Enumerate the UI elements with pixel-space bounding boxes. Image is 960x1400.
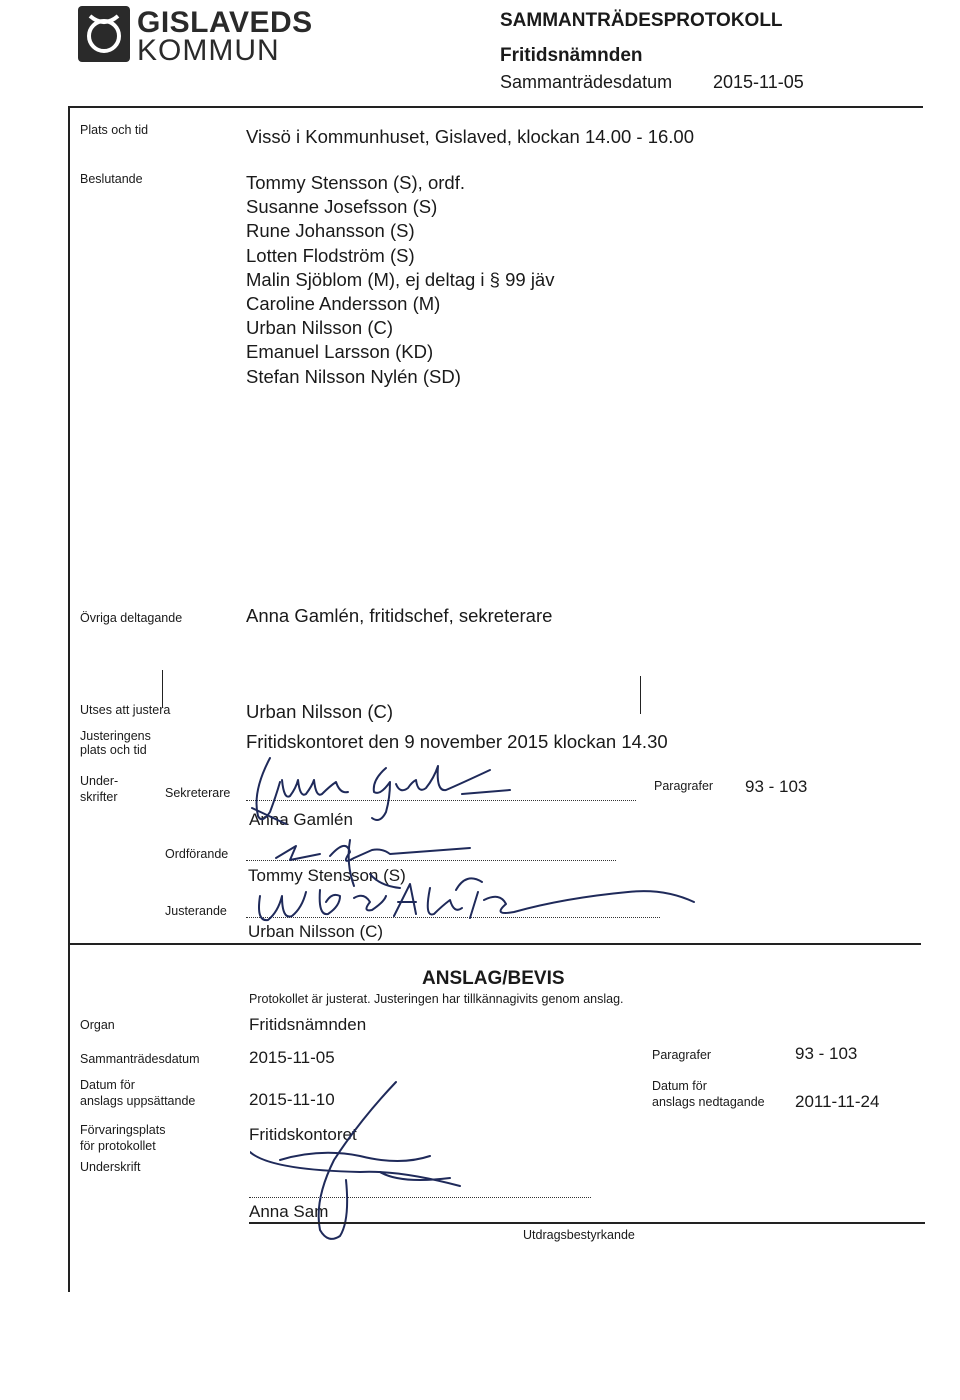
decision-maker: Susanne Josefsson (S) [246,196,438,218]
storage-value: Fritidskontoret [249,1125,357,1144]
decision-maker: Rune Johansson (S) [246,220,415,242]
logo-emblem [78,6,130,62]
document-type: SAMMANTRÄDESPROTOKOLL [500,10,783,31]
decision-maker: Lotten Flodström (S) [246,244,415,266]
left-margin-line [68,106,70,1292]
adjuster-signature [244,862,714,948]
bottom-divider [249,1222,925,1224]
decision-maker: Malin Sjöblom (M), ej deltag i § 99 jäv [246,268,555,290]
logo-text-gislaveds: GISLAVEDS [137,6,313,39]
paragraphs-label: Paragrafer [654,779,714,793]
removed-date-label: Datum för anslags nedtagande [652,1079,765,1109]
place-label: Plats och tid [80,123,149,137]
header-date-value: 2015-11-05 [713,72,804,92]
place-value: Vissö i Kommunhuset, Gislaved, klockan 14.00 - 16.00 [246,126,695,147]
others-value: Anna Gamlén, fritidschef, sekreterare [246,605,553,626]
anslag-paragraphs-value: 93 - 103 [795,1044,858,1063]
others-label: Övriga deltagande [80,611,183,625]
adjust-label: Utses att justera [80,703,171,717]
anslag-date-label: Sammanträdesdatum [80,1052,200,1066]
header-organ: Fritidsnämnden [500,45,643,66]
decision-maker: Urban Nilsson (C) [246,317,394,339]
anslag-date-value: 2015-11-05 [249,1048,335,1067]
decision-maker: Caroline Andersson (M) [246,293,441,315]
secretary-label: Sekreterare [165,786,231,800]
organ-label: Organ [80,1018,115,1032]
adjust-value: Urban Nilsson (C) [246,701,394,722]
chair-label: Ordförande [165,847,229,861]
signatures-label: Under- skrifter [80,774,119,804]
decision-makers-list [246,171,554,389]
storage-label: Förvaringsplats för protokollet [80,1123,166,1153]
municipality-emblem-icon [78,6,130,62]
anslag-paragraphs-label: Paragrafer [652,1048,712,1062]
signature-label: Underskrift [80,1160,141,1174]
paragraphs-value: 93 - 103 [745,777,808,796]
anslag-title: ANSLAG/BEVIS [422,968,565,989]
certifier-label: Utdragsbestyrkande [523,1228,635,1242]
secretary-name: Anna Gamlén [249,810,353,829]
decision-makers-label: Beslutande [80,172,143,186]
adjuster-name: Urban Nilsson (C) [248,922,384,941]
adjust-place-value: Fritidskontoret den 9 november 2015 klockan 14.30 [246,731,668,752]
header-divider [68,106,923,108]
decision-maker: Tommy Stensson (S), ordf. [246,172,465,193]
posted-date-label: Datum för anslags uppsättande [80,1078,196,1108]
header-date-label: Sammanträdesdatum [500,72,673,92]
posted-date-value: 2015-11-10 [249,1090,335,1109]
anslag-note: Protokollet är justerat. Justeringen har tillkännagivits genom anslag. [249,992,624,1006]
signer-name: Anna Sam [249,1202,329,1221]
decision-maker: Stefan Nilsson Nylén (SD) [246,365,461,387]
chair-name: Tommy Stensson (S) [248,866,406,885]
decision-maker: Emanuel Larsson (KD) [246,341,434,363]
secretary-signature [240,752,520,830]
removed-date-value: 2011-11-24 [795,1092,880,1111]
organ-value: Fritidsnämnden [249,1015,367,1034]
margin-mark [640,676,641,714]
logo-text-kommun: KOMMUN [137,34,280,67]
adjuster-label: Justerande [165,904,227,918]
adjust-place-label: Justeringens plats och tid [80,729,151,757]
anslag-divider [68,943,921,945]
